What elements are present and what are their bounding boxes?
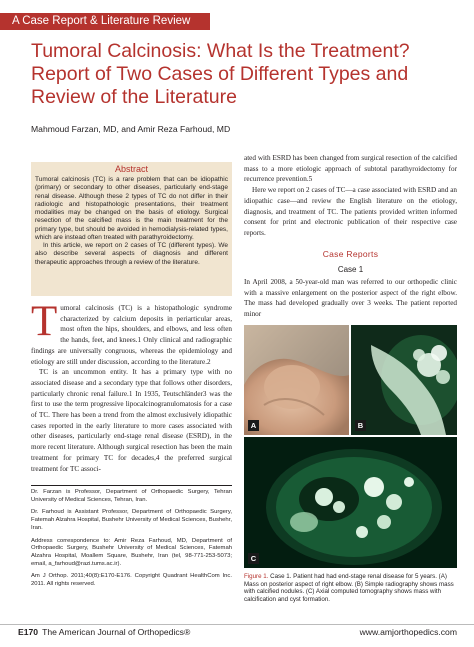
title-line: Review of the Literature: [31, 86, 237, 108]
case-heading: Case 1: [337, 265, 364, 275]
body-paragraph: TC is an uncommon entity. It has a primary type with no associated disease and a secondary type that follows other disorders, particularly chronic renal failure.1 In 1935, Teutschländer3 was the first to use the term progressive lipocalcinogranulomatosis for a case of TC. There has been a trend from the almost exclusively idiopathic cases reported in the early literature to more cases associated with other diseases, particularly end-stage renal disease (ESRD), in the more recent literature. Although surgical resection has been the main treatment for primary TC for decades,4 the preferred surgical treatment for TC associ-: [31, 368, 232, 473]
case-paragraph: In April 2008, a 50-year-old man was referred to our orthopedic clinic with a massive enlargement on the posterior aspect of the right elbow. The mass had developed gradually over 3 weeks. The patient reported minor: [244, 278, 457, 319]
figure-panel-b-radiograph: [351, 325, 457, 435]
section-heading-case-reports: Case Reports: [322, 248, 379, 259]
article-title: [31, 40, 471, 109]
title-line: Report of Two Cases of Different Types and: [31, 63, 409, 85]
figure-panel-c-ct-scan: [244, 437, 457, 568]
footnote-divider: [31, 485, 232, 486]
body-paragraph: [31, 298, 232, 367]
figure-caption: [244, 573, 457, 604]
ct-scan-image: [244, 437, 457, 568]
body-paragraph: Here we report on 2 cases of TC—a case associated with ESRD and an idiopathic case—and review the English literature on the etiology, diagnosis, and treatment of TC. The patients provided written informed consent for print and electronic publication of their respective case reports.: [244, 186, 457, 237]
page-number: E170: [18, 627, 39, 637]
citation-note: Am J Orthop. 2011;40(8):E170-E176. Copyright Quadrant HealthCom Inc. 2011. All rights reserved.: [31, 573, 232, 588]
intro-text: umoral calcinosis (TC) is a histopathologic syndrome characterized by calcium deposits in periarticular areas, most often the hips, shoulders, and elbows, and less often the hands, feet, and knees.1 Only clinical and radiographic findings are universally congruous, whereas the epidemiology and etiology are still under discussion, according to the literature.2: [31, 304, 232, 366]
abstract-heading: Abstract: [114, 164, 148, 174]
footer-left: [18, 627, 190, 637]
author-note: Dr. Farzan is Professor, Department of Orthopaedic Surgery, Tehran University of Medical Sciences, Tehran, Iran.: [31, 489, 232, 503]
figure-caption-text: Case 1. Patient had had end-stage renal disease for 5 years. (A) Mass on posterior aspect of right elbow. (B) Simple radiography shows mass with calcified nodules. (C) Axial computed tomography shows mass with calcification and cyst formation.: [244, 573, 454, 604]
section-banner: A Case Report & Literature Review: [0, 13, 210, 30]
author-line: Mahmoud Farzan, MD, and Amir Reza Farhoud, MD: [31, 124, 231, 134]
footer-divider: [0, 624, 474, 625]
abstract-paragraph: In this article, we report on 2 cases of TC (different types). We also describe several aspects of diagnosis and different therapeutic approaches through a review of the literature.: [35, 242, 228, 266]
panel-label-b: B: [355, 420, 366, 431]
journal-name: The American Journal of Orthopedics®: [42, 627, 191, 637]
panel-label-a: A: [248, 420, 259, 431]
journal-website-link[interactable]: www.amjorthopedics.com: [359, 627, 457, 637]
elbow-photo-image: [244, 325, 349, 435]
abstract-paragraph: Tumoral calcinosis (TC) is a rare problem that can be idiopathic (primary) or secondary to other diseases, particularly end-stage renal disease. Although these 2 types of TC do not differ in their radiologic and histopathologic presentations, their treatment modalities may be changed on the basis of etiology. Surgical resection of the calcified mass is the main treatment for the primary type, but should be avoided in hemodialysis-related types, which are instead often treated with parathyroidectomy.: [35, 176, 228, 241]
drop-cap: T: [31, 298, 58, 345]
title-line: Tumoral Calcinosis: What Is the Treatment?: [31, 40, 410, 62]
radiograph-image: [351, 325, 457, 435]
author-note: Dr. Farhoud is Assistant Professor, Department of Orthopaedic Surgery, Fatemah Alzahra Hospital, Bushehr University of Medical Sciences, Bushehr, Iran.: [31, 509, 232, 531]
left-column-body: [31, 298, 232, 474]
figure-panel-a-photo: [244, 325, 349, 435]
panel-label-c: C: [248, 553, 259, 564]
body-paragraph: ated with ESRD has been changed from surgical resection of the calcified mass to a more etiologic approach of subtotal parathyroidectomy for recurrence prevention.5: [244, 154, 457, 184]
right-column-body: [244, 153, 457, 320]
author-notes: [31, 489, 232, 594]
abstract-box: [31, 162, 232, 296]
figure-caption-lead: Figure 1.: [244, 573, 269, 580]
correspondence-note: Address correspondence to: Amir Reza Farhoud, MD, Department of Orthopaedic Surgery, Bushehr University of Medical Sciences, Fatemah Alzahra Hospital, Moallem Square, Bushehr, Iran (tel, 98-771-253-5073; email, a_farhoud@razi.tums.ac.ir).: [31, 537, 232, 567]
